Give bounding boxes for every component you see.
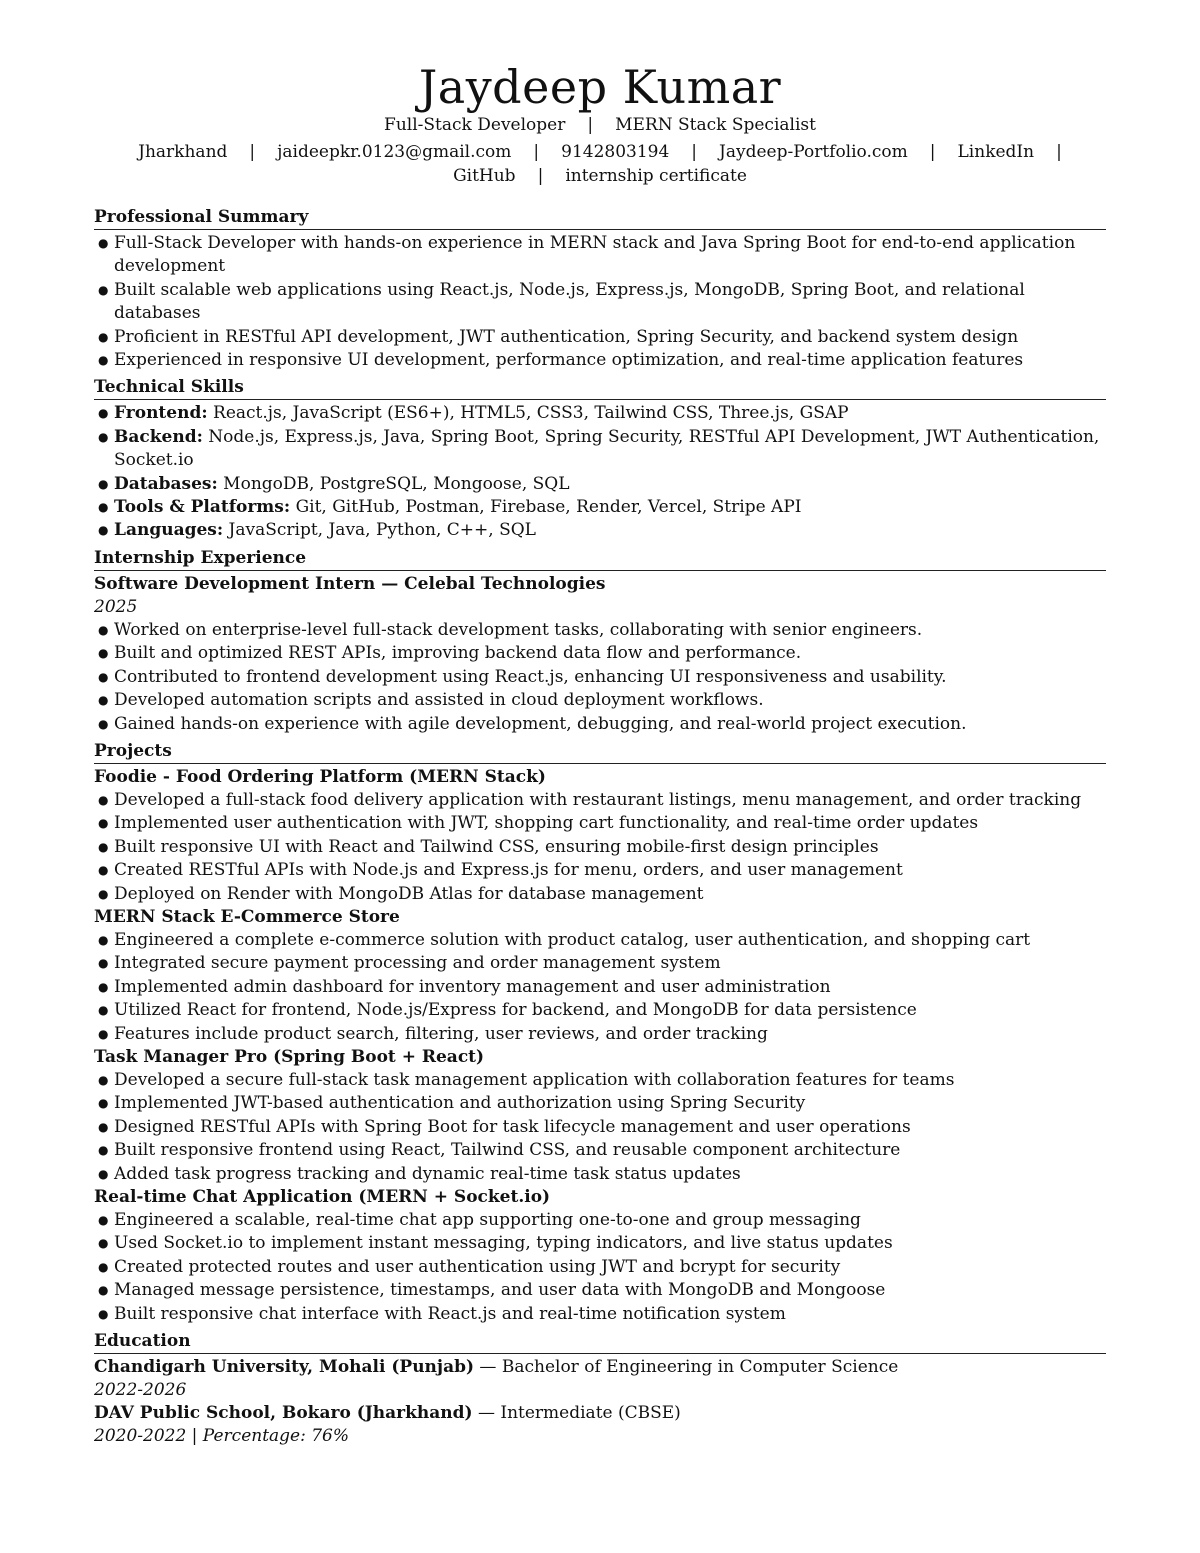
list-item: ● Deployed on Render with MongoDB Atlas for database management bbox=[94, 883, 1106, 906]
bullet-icon: ● bbox=[98, 839, 109, 854]
education-entry: Chandigarh University, Mohali (Punjab) — Bachelor of Engineering in Computer Science bbox=[94, 1357, 899, 1378]
list-item: ● Implemented JWT-based authentication and authorization using Spring Security bbox=[94, 1092, 1106, 1115]
bullet-icon: ● bbox=[98, 792, 109, 807]
list-item: ● Integrated secure payment processing and order management system bbox=[94, 952, 1106, 975]
education-entry: DAV Public School, Bokaro (Jharkhand) — Intermediate (CBSE) bbox=[94, 1403, 681, 1424]
list-item: ● Built responsive chat interface with React.js and real-time notification system bbox=[94, 1303, 1106, 1326]
list-item: ● Full-Stack Developer with hands-on experience in MERN stack and Java Spring Boot for end-to-end application development bbox=[98, 233, 1076, 277]
skill-value: Node.js, Express.js, Java, Spring Boot, Spring Security, RESTful API Development, JWT Authentication, Socket.io bbox=[114, 426, 1100, 471]
list-item: ● Implemented admin dashboard for inventory management and user administration bbox=[94, 976, 1106, 999]
skill-value: React.js, JavaScript (ES6+), HTML5, CSS3, Tailwind CSS, Three.js, GSAP bbox=[213, 403, 849, 424]
list-item: ● Built responsive UI with React and Tailwind CSS, ensuring mobile-first design principles bbox=[94, 836, 1106, 859]
portfolio-link[interactable]: Jaydeep-Portfolio.com bbox=[719, 142, 908, 162]
bullet-icon: ● bbox=[98, 1283, 109, 1298]
summary-list bbox=[94, 232, 1106, 372]
headline-role: Full-Stack Developer bbox=[384, 115, 566, 135]
list-item: ● Utilized React for frontend, Node.js/Express for backend, and MongoDB for data persistence bbox=[94, 999, 1106, 1022]
list-item: ● Designed RESTful APIs with Spring Boot for task lifecycle management and user operations bbox=[94, 1116, 1106, 1139]
summary-section bbox=[94, 206, 1106, 372]
skill-label: Tools & Platforms: bbox=[114, 497, 291, 518]
section-title: Professional Summary bbox=[94, 206, 1106, 230]
linkedin-link[interactable]: LinkedIn bbox=[957, 142, 1035, 162]
list-item: ● Engineered a scalable, real-time chat app supporting one-to-one and group messaging bbox=[94, 1209, 1106, 1232]
internship-role: Software Development Intern bbox=[94, 573, 376, 594]
skill-label: Languages: bbox=[114, 520, 224, 541]
separator: | bbox=[533, 142, 540, 162]
education-date: 2020-2022 | Percentage: 76% bbox=[94, 1426, 350, 1447]
list-item: ● Built and optimized REST APIs, improving backend data flow and performance. bbox=[94, 642, 1106, 665]
bullet-icon: ● bbox=[98, 236, 109, 250]
list-item bbox=[94, 519, 1106, 542]
bullet-icon: ● bbox=[98, 353, 109, 368]
skill-label: Databases: bbox=[114, 473, 218, 494]
bullet-icon: ● bbox=[98, 429, 109, 444]
resume-page bbox=[94, 58, 1106, 1448]
project-title: Foodie - Food Ordering Platform (MERN Stack) bbox=[94, 766, 546, 787]
list-item: ● Built responsive frontend using React, Tailwind CSS, and reusable component architecture bbox=[94, 1139, 1106, 1162]
projects-section bbox=[94, 740, 1106, 1326]
list-item bbox=[94, 426, 1106, 473]
bullet-icon: ● bbox=[98, 1119, 109, 1134]
bullet-icon: ● bbox=[98, 816, 109, 831]
separator: | bbox=[691, 142, 698, 162]
project-title: Real-time Chat Application (MERN + Socket.io) bbox=[94, 1187, 551, 1207]
skill-value: JavaScript, Java, Python, C++, SQL bbox=[228, 520, 536, 541]
list-item: ● Developed a secure full-stack task management application with collaboration features for teams bbox=[94, 1069, 1106, 1092]
bullet-icon: ● bbox=[98, 1026, 109, 1041]
bullet-icon: ● bbox=[98, 1213, 109, 1227]
list-item: ● Proficient in RESTful API development, JWT authentication, Spring Security, and backend system design bbox=[94, 326, 1106, 349]
skill-value: Git, GitHub, Postman, Firebase, Render, Vercel, Stripe API bbox=[295, 497, 802, 518]
list-item: ● Built scalable web applications using React.js, Node.js, Express.js, MongoDB, Spring Boot, and relational databases bbox=[98, 279, 1025, 324]
project-title: MERN Stack E-Commerce Store bbox=[94, 906, 400, 927]
github-link[interactable]: GitHub bbox=[453, 166, 516, 186]
bullet-icon: ● bbox=[98, 523, 109, 538]
list-item bbox=[94, 402, 1106, 425]
headline bbox=[94, 114, 1106, 136]
list-item: ● Experienced in responsive UI development, performance optimization, and real-time application features bbox=[94, 349, 1106, 372]
bullet-icon: ● bbox=[98, 1096, 109, 1111]
skill-label: Frontend: bbox=[114, 403, 208, 424]
email-link[interactable]: jaideepkr.0123@gmail.com bbox=[277, 142, 512, 162]
candidate-name: Jaydeep Kumar bbox=[418, 60, 782, 114]
bullet-icon: ● bbox=[98, 863, 109, 878]
list-item: ● Contributed to frontend development using React.js, enhancing UI responsiveness and usability. bbox=[94, 666, 1106, 689]
skill-value: MongoDB, PostgreSQL, Mongoose, SQL bbox=[223, 473, 570, 494]
list-item: ● Developed a full-stack food delivery application with restaurant listings, menu management, and order tracking bbox=[94, 789, 1106, 812]
bullet-icon: ● bbox=[98, 1003, 109, 1018]
separator: | bbox=[1056, 142, 1062, 162]
list-item: ● Created RESTful APIs with Node.js and Express.js for menu, orders, and user management bbox=[94, 859, 1106, 882]
bullet-icon: ● bbox=[98, 282, 109, 297]
list-item bbox=[94, 473, 1106, 496]
bullet-icon: ● bbox=[98, 716, 109, 731]
bullet-icon: ● bbox=[98, 1306, 109, 1321]
skill-label: Backend: bbox=[114, 426, 203, 447]
headline-specialty: MERN Stack Specialist bbox=[615, 115, 816, 135]
school-name: DAV Public School, Bokaro (Jharkhand) bbox=[94, 1403, 473, 1424]
separator: | bbox=[587, 115, 594, 135]
list-item: ● Added task progress tracking and dynamic real-time task status updates bbox=[94, 1163, 1106, 1186]
bullet-icon: ● bbox=[98, 500, 109, 515]
bullet-icon: ● bbox=[98, 956, 109, 971]
bullet-icon: ● bbox=[98, 646, 109, 661]
bullet-icon: ● bbox=[98, 476, 109, 491]
list-item: ● Worked on enterprise-level full-stack development tasks, collaborating with senior engineers. bbox=[94, 619, 1106, 642]
project-list bbox=[94, 1209, 1106, 1326]
bullet-icon: ● bbox=[98, 1143, 109, 1158]
list-item: ● Used Socket.io to implement instant messaging, typing indicators, and live status updates bbox=[94, 1232, 1106, 1255]
contact-line-2 bbox=[94, 164, 1106, 188]
degree: Intermediate (CBSE) bbox=[500, 1403, 681, 1424]
bullet-icon: ● bbox=[98, 1259, 109, 1274]
internship-section bbox=[94, 547, 1106, 736]
section-title: Technical Skills bbox=[94, 376, 1106, 400]
list-item: ● Managed message persistence, timestamps, and user data with MongoDB and Mongoose bbox=[94, 1279, 1106, 1302]
education-section bbox=[94, 1330, 1106, 1448]
project-list bbox=[94, 1069, 1106, 1186]
list-item bbox=[94, 496, 1106, 519]
skills-list bbox=[94, 402, 1106, 542]
bullet-icon: ● bbox=[98, 329, 109, 344]
internship-date: 2025 bbox=[94, 596, 138, 617]
school-name: Chandigarh University, Mohali (Punjab) bbox=[94, 1357, 475, 1378]
bullet-icon: ● bbox=[98, 979, 109, 994]
location: Jharkhand bbox=[138, 142, 228, 162]
internship-company: Celebal Technologies bbox=[404, 573, 606, 594]
bullet-icon: ● bbox=[98, 622, 109, 637]
section-title: Internship Experience bbox=[94, 547, 1106, 571]
separator: | bbox=[249, 142, 256, 162]
bullet-icon: ● bbox=[98, 669, 109, 684]
phone-link[interactable]: 9142803194 bbox=[561, 142, 670, 162]
bullet-icon: ● bbox=[98, 693, 109, 708]
list-item: ● Developed automation scripts and assisted in cloud deployment workflows. bbox=[94, 689, 1106, 712]
list-item: ● Features include product search, filtering, user reviews, and order tracking bbox=[94, 1023, 1106, 1046]
project-title: Task Manager Pro (Spring Boot + React) bbox=[94, 1046, 485, 1067]
internship-heading: Software Development Intern — Celebal Technologies bbox=[94, 573, 606, 594]
project-list bbox=[94, 929, 1106, 1046]
list-item: ● Gained hands-on experience with agile development, debugging, and real-world project execution. bbox=[94, 713, 1106, 736]
bullet-icon: ● bbox=[98, 406, 109, 421]
separator: | bbox=[929, 142, 936, 162]
bullet-icon: ● bbox=[98, 1166, 109, 1181]
contact-info bbox=[94, 140, 1106, 188]
degree: Bachelor of Engineering in Computer Science bbox=[501, 1357, 899, 1378]
section-title: Education bbox=[94, 1330, 1106, 1354]
internship-list bbox=[94, 619, 1106, 736]
project-list bbox=[94, 789, 1106, 906]
section-title: Projects bbox=[94, 740, 1106, 764]
skills-section bbox=[94, 376, 1106, 542]
bullet-icon: ● bbox=[98, 1236, 109, 1251]
education-date: 2022-2026 bbox=[94, 1380, 187, 1401]
bullet-icon: ● bbox=[98, 932, 109, 947]
list-item: ● Implemented user authentication with JWT, shopping cart functionality, and real-time order updates bbox=[94, 812, 1106, 835]
separator: | bbox=[537, 166, 544, 186]
bullet-icon: ● bbox=[98, 1072, 109, 1087]
internship-certificate-link[interactable]: internship certificate bbox=[565, 166, 747, 186]
list-item: ● Engineered a complete e-commerce solution with product catalog, user authentication, and shopping cart bbox=[94, 929, 1106, 952]
bullet-icon: ● bbox=[98, 886, 109, 901]
list-item: ● Created protected routes and user authentication using JWT and bcrypt for security bbox=[94, 1256, 1106, 1279]
contact-line-1 bbox=[94, 140, 1106, 164]
